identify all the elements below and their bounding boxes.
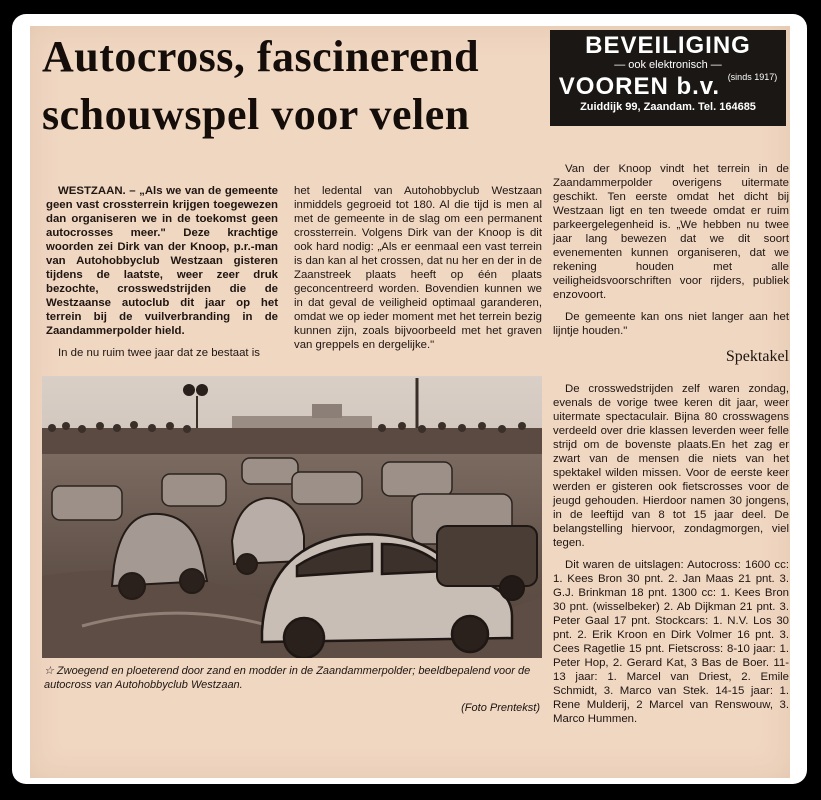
subheading: Spektakel (725, 348, 789, 365)
ad-line-1: BEVEILIGING (585, 32, 751, 59)
article-column-2 (294, 184, 542, 360)
article-paragraph: De crosswedstrijden zelf waren zondag, evenals de vorige twee keren dit jaar, weer uitermate spectaculair. Bijna 80 crosswagens verdeeld over drie klassen leverden weer felle strijd om de bovenste plaats.En het zag er zwart van de mensen die niets van het spektakel wilden missen. Voor de eerste keer werden er gisteren ook fietscrosses voor de jeugd gehouden. Hierdoor namen 30 jongens, in de leeftijd van 8 tot 15 jaar deel. De belangstelling hiervoor, zondagmorgen, viel tegen. (553, 383, 789, 549)
article-column-1 (46, 184, 278, 368)
photo-caption: ☆ Zwoegend en ploeterend door zand en modder in de Zaandammerpolder; beeldbepalend voor de autocross van Autohobbyclub Westzaan. (44, 665, 531, 691)
autocross-photo (42, 376, 542, 658)
ad-company: VOOREN b.v. (558, 73, 721, 100)
results-paragraph: Dit waren de uitslagen: Autocross: 1600 cc: 1. Kees Bron 30 pnt. 2. Jan Maas 21 pnt. 3. G.J. Brinkman 18 pnt. 1300 cc: 1. Kees Bron 30 pnt. (wisselbeker) 2. Ab Dijkman 21 pnt. 3. Peter Gaal 17 pnt. Stockcars: 1. N.V. Los 30 pnt. 2. Erik Kroon en Dirk Volmer 16 pnt. 3. Cees Ragetlie 15 pnt. Fietscross: 8-10 jaar: 1. Peter Hop, 2. Gerard Kat, 3 Bas de Boer. 11-13 jaar: 1. Marcel van Driest, 2. Emile Schmidt, 3. Marco van Stek. 14-15 jaar: 1. Rene Mulderij, 2 Marcel van Renswouw, 3. Marco Hummen. (553, 559, 789, 725)
ad-address: Zuiddijk 99, Zaandam. Tel. 164685 (580, 101, 756, 113)
advertisement (550, 30, 786, 126)
photo-illustration (42, 376, 542, 658)
article-paragraph: Van der Knoop vindt het terrein in de Zaandammerpolder overigens uitermate geschikt. Ten eerste omdat het dicht bij Westzaan ligt en ten tweede omdat er ruim parkeergelegenheid is. „We hebben nu twee jaar lang bewezen dat we dit soort evenementen kunnen organiseren, dat we rekening houden met alle veiligheidsvoorschriften voor rijders, publiek enzovoort. (553, 163, 789, 301)
article-lead: WESTZAAN. – „Als we van de gemeente geen vast crossterrein krijgen toegewezen dan organiseren we in de toekomst geen autocrosses meer." Deze krachtige woorden zei Dirk van der Knoop, p.r.-man van Autohobbyclub Westzaan gisteren tijdens de laatste, weer zeer druk bezochte, crosswedstrijden die de Westzaanse autoclub dit jaar op het terrein bij de vuilverbranding in de Zaandammerpolder hield. (46, 185, 278, 337)
ad-line-2: — ook elektronisch — (614, 59, 722, 71)
article-paragraph: De gemeente kan ons niet langer aan het lijntje houden." (553, 311, 789, 337)
ad-since: (sinds 1917) (727, 72, 778, 82)
ad-line-3 (550, 73, 786, 101)
newspaper-clipping (30, 26, 790, 778)
article-column-3 (553, 162, 789, 734)
headline (42, 28, 542, 144)
article-paragraph: het ledental van Autohobbyclub Westzaan inmiddels gegroeid tot 180. Al die tijd is men al met de gemeente in de slag om een permanent crossterrein. Volgens Dirk van der Knoop is dit ook hard nodig: „Als er eenmaal een vast terrein is dan kan al het crossen, dat nu her en der in de Zaanstreek plaats heeft op één plaats geconcentreerd worden. Bovendien kunnen we in dat geval de veiligheid optimaal garanderen, omdat we op ieder moment met het terrein bezig kunnen zijn, zoals bijvoorbeeld met het graven van greppels en dergelijke." (294, 185, 542, 351)
article-paragraph: In de nu ruim twee jaar dat ze bestaat is (58, 347, 260, 359)
photo-credit: (Foto Prentekst) (461, 702, 540, 714)
headline-line-2: schouwspel voor velen (42, 90, 470, 139)
headline-line-1: Autocross, fascinerend (42, 32, 480, 81)
